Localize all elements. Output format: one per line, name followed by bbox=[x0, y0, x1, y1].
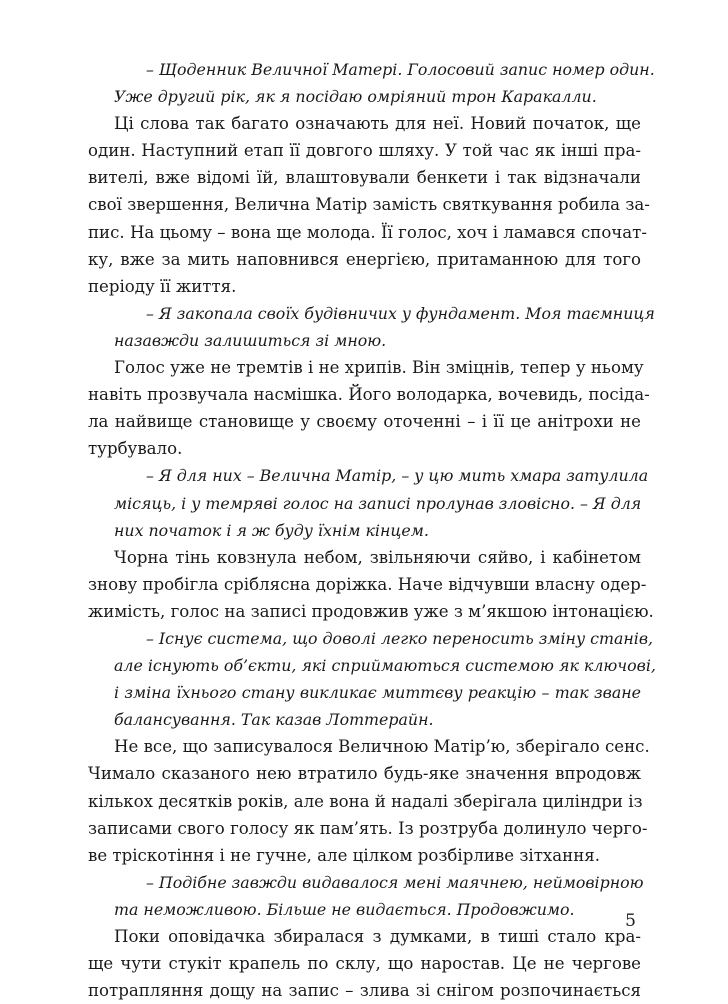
text-line: потрапляння дощу на запис – злива зі снігом розпочинається bbox=[88, 981, 641, 1001]
text-line: але існують об’єкти, які сприймаються системою як ключові, bbox=[114, 656, 656, 676]
body-text bbox=[88, 56, 656, 1004]
text-line: Чимало сказаного нею втратило будь-яке значення впродовж bbox=[88, 764, 641, 784]
text-line: вителі, вже відомі їй, влаштовували бенкети і так відзначали bbox=[88, 168, 641, 188]
text-line: свої звершення, Велична Матір замість святкування робила за- bbox=[88, 195, 650, 215]
text-line: – Я закопала своїх будівничих у фундамент. Моя таємниця bbox=[146, 303, 655, 323]
text-line: Ці слова так багато означають для неї. Новий початок, ще bbox=[114, 114, 641, 134]
text-line: ку, вже за мить наповнився енергією, притаманною для того bbox=[88, 249, 641, 269]
text-line: – Існує система, що доволі легко переносить зміну станів, bbox=[146, 628, 654, 648]
text-line: і зміна їхнього стану викликає миттєву реакцію – так зване bbox=[114, 683, 641, 703]
text-line: – Щоденник Величної Матері. Голосовий запис номер один. bbox=[146, 60, 655, 79]
text-line: ла найвище становище у своєму оточенні – і її це анітрохи не bbox=[88, 412, 641, 432]
text-line: жимість, голос на записі продовжив уже з м’якшою інтонацією. bbox=[88, 601, 654, 621]
text-line: пис. На цьому – вона ще молода. Її голос, хоч і ламався спочат- bbox=[88, 222, 647, 242]
text-line: кількох десятків років, але вона й надалі зберігала циліндри із bbox=[88, 791, 643, 811]
text-line: ве тріскотіння і не гучне, але цілком розбірливе зітхання. bbox=[88, 845, 601, 865]
text-line: та неможливою. Більше не видається. Продовжимо. bbox=[114, 899, 575, 919]
text-line: турбувало. bbox=[88, 439, 183, 459]
text-line: Поки оповідачка збиралася з думками, в тиші стало кра- bbox=[114, 927, 641, 946]
text-line: – Я для них – Велична Матір, – у цю мить хмара затулила bbox=[146, 466, 649, 486]
text-line: – Подібне завжди видавалося мені маячнею, неймовірною bbox=[146, 872, 644, 892]
text-line: Голос уже не тремтів і не хрипів. Він зміцнів, тепер у ньому bbox=[114, 358, 644, 378]
text-line: ще чути стукіт крапель по склу, що наростав. Це не чергове bbox=[88, 954, 641, 974]
page-number: 5 bbox=[625, 911, 636, 931]
text-line: Чорна тінь ковзнула небом, звільняючи сяйво, і кабінетом bbox=[114, 547, 641, 567]
text-line: один. Наступний етап її довгого шляху. У той час як інші пра- bbox=[88, 141, 641, 161]
text-line: знову пробігла сріблясна доріжка. Наче відчувши власну одер- bbox=[88, 574, 647, 594]
text-line: періоду її життя. bbox=[88, 276, 237, 296]
text-line: назавжди залишиться зі мною. bbox=[114, 330, 387, 350]
text-line: записами свого голосу як пам’ять. Із розтруба долинуло черго- bbox=[88, 818, 648, 838]
text-line: Уже другий рік, як я посідаю омріяний трон Каракалли. bbox=[114, 87, 597, 107]
text-line: Не все, що записувалося Величною Матір’ю, зберігало сенс. bbox=[114, 737, 650, 757]
text-line: місяць, і у темряві голос на записі пролунав зловісно. – Я для bbox=[114, 493, 642, 513]
text-line: навіть прозвучала насмішка. Його володарка, вочевидь, посіда- bbox=[88, 385, 650, 405]
text-line: балансування. Так казав Лоттерайн. bbox=[114, 710, 434, 730]
text-line: них початок і я ж буду їхнім кінцем. bbox=[114, 520, 429, 540]
